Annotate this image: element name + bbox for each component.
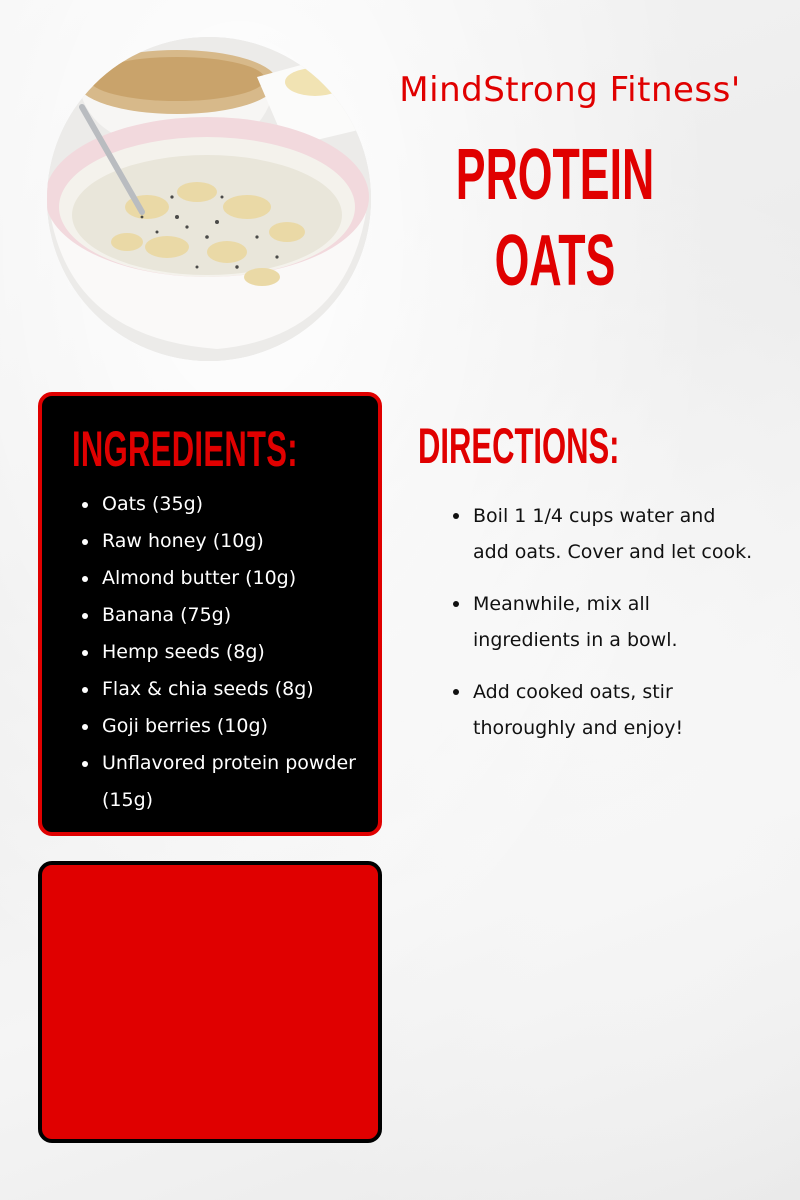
red-panel [38, 861, 382, 1143]
ingredient-item: Hemp seeds (8g) [82, 634, 364, 671]
title-line-1: PROTEIN [455, 135, 655, 215]
page-title [443, 132, 666, 304]
title-line-2: OATS [494, 221, 616, 301]
ingredients-heading: INGREDIENTS: [72, 421, 298, 477]
direction-step: Boil 1 1/4 cups water and add oats. Cover and let cook. [453, 498, 753, 570]
ingredients-card [38, 392, 382, 836]
ingredient-item: Banana (75g) [82, 597, 364, 634]
ingredient-item: Oats (35g) [82, 486, 364, 523]
ingredient-item: Flax & chia seeds (8g) [82, 671, 364, 708]
ingredient-item: Unflavored protein powder (15g) [82, 745, 364, 819]
ingredient-item: Almond butter (10g) [82, 560, 364, 597]
direction-step: Meanwhile, mix all ingredients in a bowl. [453, 586, 753, 658]
directions-list [453, 498, 753, 762]
oats-bowl-photo [47, 37, 371, 361]
ingredients-list [82, 486, 364, 819]
ingredient-item: Goji berries (10g) [82, 708, 364, 745]
ingredient-item: Raw honey (10g) [82, 523, 364, 560]
brand-line: MindStrong Fitness' [399, 70, 741, 110]
direction-step: Add cooked oats, stir thoroughly and enjoy! [453, 674, 753, 746]
directions-heading: DIRECTIONS: [418, 418, 620, 474]
